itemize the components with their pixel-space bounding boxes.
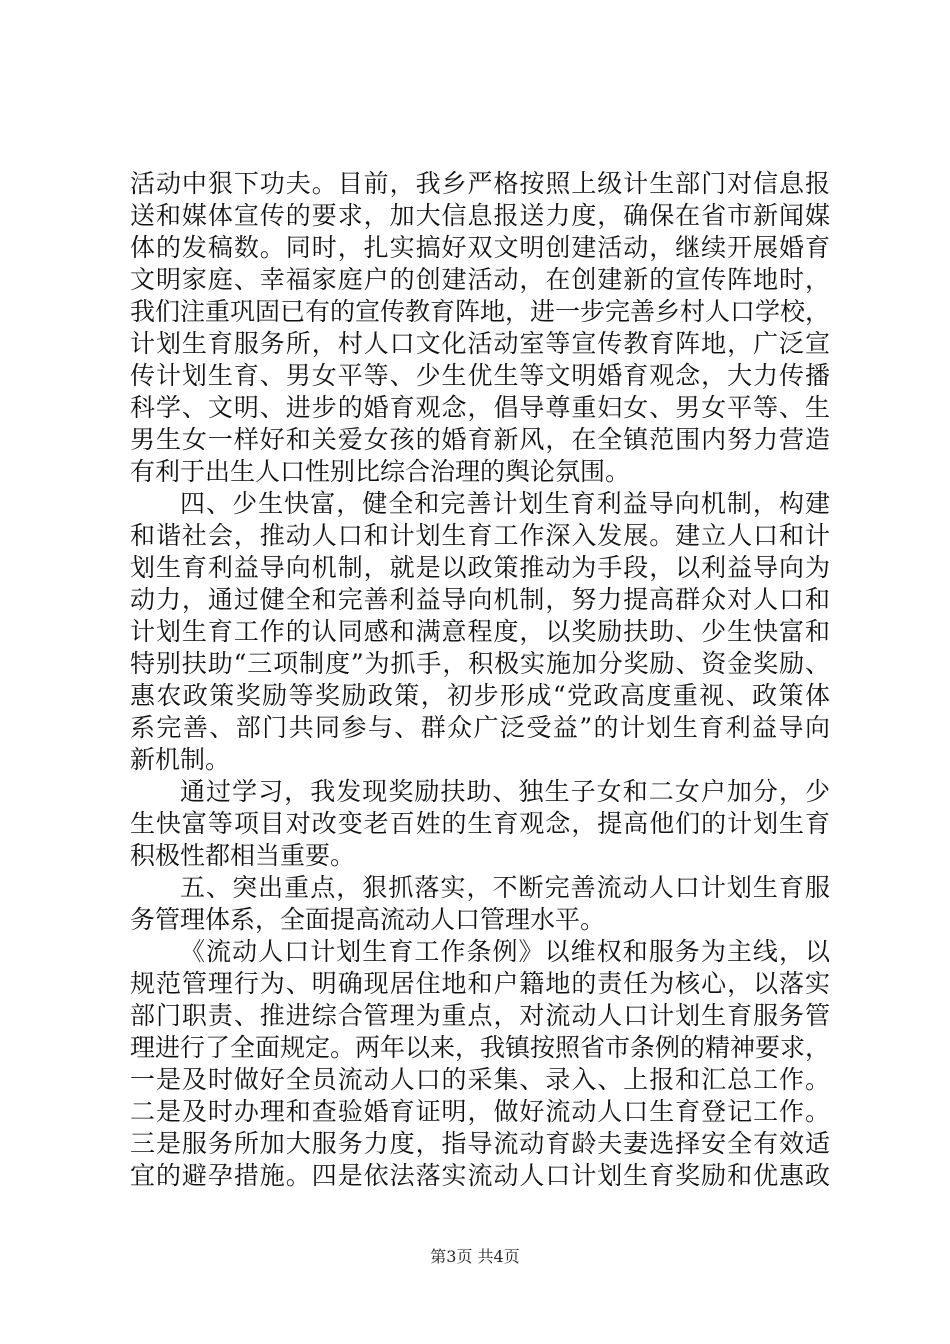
page-footer: 第3页 共4页 bbox=[430, 1247, 520, 1266]
text-line: 活动中狠下功夫。目前，我乡严格按照上级计生部门对信息报 bbox=[130, 169, 830, 198]
text-line: 《流动人口计划生育工作条例》以维权和服务为主线，以 bbox=[180, 937, 830, 966]
text-line: 三是服务所加大服务力度，指导流动育龄夫妻选择安全有效适 bbox=[130, 1129, 830, 1158]
text-line: 生快富等项目对改变老百姓的生育观念，提高他们的计划生育 bbox=[130, 809, 830, 838]
text-line: 文明家庭、幸福家庭户的创建活动，在创建新的宣传阵地时， bbox=[130, 265, 830, 294]
text-line: 理进行了全面规定。两年以来，我镇按照省市条例的精神要求， bbox=[130, 1033, 831, 1062]
text-line: 计划生育服务所，村人口文化活动室等宣传教育阵地，广泛宣 bbox=[130, 329, 830, 358]
text-line: 二是及时办理和查验婚育证明，做好流动人口生育登记工作。 bbox=[130, 1097, 830, 1126]
text-line: 特别扶助“三项制度”为抓手，积极实施加分奖励、资金奖励、 bbox=[130, 649, 830, 678]
text-line: 科学、文明、进步的婚育观念，倡导尊重妇女、男女平等、生 bbox=[130, 393, 830, 422]
text-line: 传计划生育、男女平等、少生优生等文明婚育观念，大力传播 bbox=[130, 361, 830, 390]
text-line: 新机制。 bbox=[130, 745, 231, 774]
text-line: 系完善、部门共同参与、群众广泛受益”的计划生育利益导向 bbox=[130, 713, 830, 742]
text-line: 体的发稿数。同时，扎实搞好双文明创建活动，继续开展婚育 bbox=[130, 233, 830, 262]
text-line: 通过学习，我发现奖励扶助、独生子女和二女户加分，少 bbox=[180, 777, 830, 806]
text-line: 计划生育工作的认同感和满意程度，以奖励扶助、少生快富和 bbox=[130, 617, 830, 646]
text-line: 我们注重巩固已有的宣传教育阵地，进一步完善乡村人口学校， bbox=[130, 297, 831, 326]
text-line: 有利于出生人口性别比综合治理的舆论氛围。 bbox=[130, 457, 631, 486]
text-line: 五、突出重点，狠抓落实，不断完善流动人口计划生育服 bbox=[180, 873, 830, 902]
text-line: 部门职责、推进综合管理为重点，对流动人口计划生育服务管 bbox=[130, 1001, 830, 1030]
text-line: 宜的避孕措施。四是依法落实流动人口计划生育奖励和优惠政 bbox=[130, 1161, 830, 1190]
text-line: 送和媒体宣传的要求，加大信息报送力度，确保在省市新闻媒 bbox=[130, 201, 830, 230]
text-line: 四、少生快富，健全和完善计划生育利益导向机制，构建 bbox=[180, 489, 830, 518]
text-line: 积极性都相当重要。 bbox=[130, 841, 356, 870]
text-line: 规范管理行为、明确现居住地和户籍地的责任为核心，以落实 bbox=[130, 969, 830, 998]
text-line: 惠农政策奖励等奖励政策，初步形成“党政高度重视、政策体 bbox=[130, 681, 830, 710]
text-line: 动力，通过健全和完善利益导向机制，努力提高群众对人口和 bbox=[130, 585, 830, 614]
body-text bbox=[130, 168, 830, 1192]
text-line: 划生育利益导向机制，就是以政策推动为手段，以利益导向为 bbox=[130, 553, 830, 582]
text-line: 一是及时做好全员流动人口的采集、录入、上报和汇总工作。 bbox=[130, 1065, 830, 1094]
text-line: 和谐社会，推动人口和计划生育工作深入发展。建立人口和计 bbox=[130, 521, 830, 550]
text-line: 务管理体系，全面提高流动人口管理水平。 bbox=[130, 905, 606, 934]
text-line: 男生女一样好和关爱女孩的婚育新风，在全镇范围内努力营造 bbox=[130, 425, 830, 454]
